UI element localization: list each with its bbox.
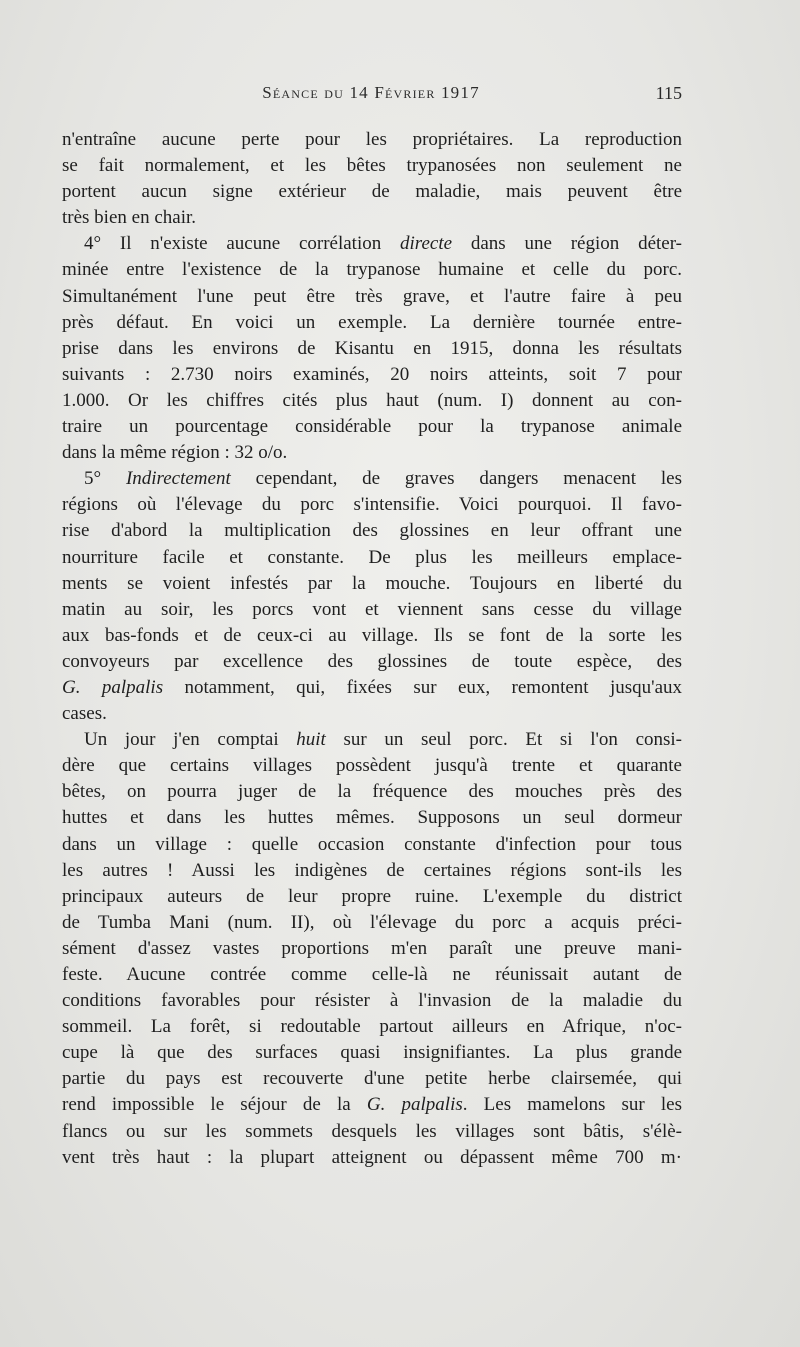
text-line: nourriture facile et constante. De plus les meilleurs emplace-	[62, 546, 682, 568]
text-line: 5° Indirectement cependant, de graves dangers menacent les	[84, 468, 682, 490]
text-line: principaux auteurs de leur propre ruine. L'exemple du district	[62, 885, 682, 907]
text-line: traire un pourcentage considérable pour la trypanose animale	[62, 416, 682, 438]
running-title: Séance du 14 Février 1917	[262, 83, 480, 102]
text-line: n'entraîne aucune perte pour les propriétaires. La reproduction	[62, 129, 682, 150]
text-line: rise d'abord la multiplication des glossines en leur offrant une	[62, 520, 682, 542]
text-line: conditions favorables pour résister à l'invasion de la maladie du	[62, 990, 682, 1012]
text-line: sément d'assez vastes proportions m'en paraît une preuve mani-	[62, 937, 682, 959]
text-line: Un jour j'en comptai huit sur un seul porc. Et si l'on consi-	[84, 729, 682, 751]
text-line: les autres ! Aussi les indigènes de certaines régions sont-ils les	[62, 859, 682, 881]
text-line: 1.000. Or les chiffres cités plus haut (num. I) donnent au con-	[62, 389, 682, 411]
text-line: portent aucun signe extérieur de maladie, mais peuvent être	[62, 181, 682, 203]
text-line: Simultanément l'une peut être très grave, et l'autre faire à peu	[62, 285, 682, 307]
text-line: rend impossible le séjour de la G. palpalis. Les mamelons sur les	[62, 1094, 682, 1116]
text-line: se fait normalement, et les bêtes trypanosées non seulement ne	[62, 155, 682, 177]
text-line: cases.	[62, 703, 107, 725]
text-line: cupe là que des surfaces quasi insignifiantes. La plus grande	[62, 1042, 682, 1064]
text-line: dans la même région : 32 o/o.	[62, 442, 288, 464]
text-line: flancs ou sur les sommets desquels les villages sont bâtis, s'élè-	[62, 1120, 682, 1142]
text-line: minée entre l'existence de la trypanose humaine et celle du porc.	[62, 259, 682, 281]
text-line: très bien en chair.	[62, 207, 197, 229]
text-line: près défaut. En voici un exemple. La dernière tournée entre-	[62, 311, 682, 333]
text-line: dère que certains villages possèdent jusqu'à trente et quarante	[62, 755, 682, 777]
text-line: sommeil. La forêt, si redoutable partout ailleurs en Afrique, n'oc-	[62, 1016, 682, 1038]
running-head	[60, 83, 682, 111]
text-line: partie du pays est recouverte d'une petite herbe clairsemée, qui	[62, 1068, 682, 1090]
text-line: prise dans les environs de Kisantu en 1915, donna les résultats	[62, 337, 682, 359]
text-line: G. palpalis notamment, qui, fixées sur eux, remontent jusqu'aux	[62, 676, 682, 698]
text-line: de Tumba Mani (num. II), où l'élevage du porc a acquis préci-	[62, 911, 682, 933]
text-line: suivants : 2.730 noirs examinés, 20 noirs atteints, soit 7 pour	[62, 363, 682, 385]
text-line: vent très haut : la plupart atteignent ou dépassent même 700 m·	[62, 1146, 682, 1168]
text-line: régions où l'élevage du porc s'intensifie. Voici pourquoi. Il favo-	[62, 494, 682, 516]
text-line: huttes et dans les huttes mêmes. Supposons un seul dormeur	[62, 807, 682, 829]
text-line: matin au soir, les porcs vont et viennent sans cesse du village	[62, 598, 682, 620]
text-line: ments se voient infestés par la mouche. Toujours en liberté du	[62, 572, 682, 594]
text-line: convoyeurs par excellence des glossines de toute espèce, des	[62, 650, 682, 672]
text-line: bêtes, on pourra juger de la fréquence des mouches près des	[62, 781, 682, 803]
text-line: dans un village : quelle occasion constante d'infection pour tous	[62, 833, 682, 855]
text-line: feste. Aucune contrée comme celle-là ne réunissait autant de	[62, 964, 682, 985]
page-number: 115	[655, 83, 682, 103]
body-text	[62, 127, 682, 1171]
text-line: aux bas-fonds et de ceux-ci au village. Ils se font de la sorte les	[62, 624, 682, 646]
text-line: 4° Il n'existe aucune corrélation directe dans une région déter-	[84, 233, 682, 255]
